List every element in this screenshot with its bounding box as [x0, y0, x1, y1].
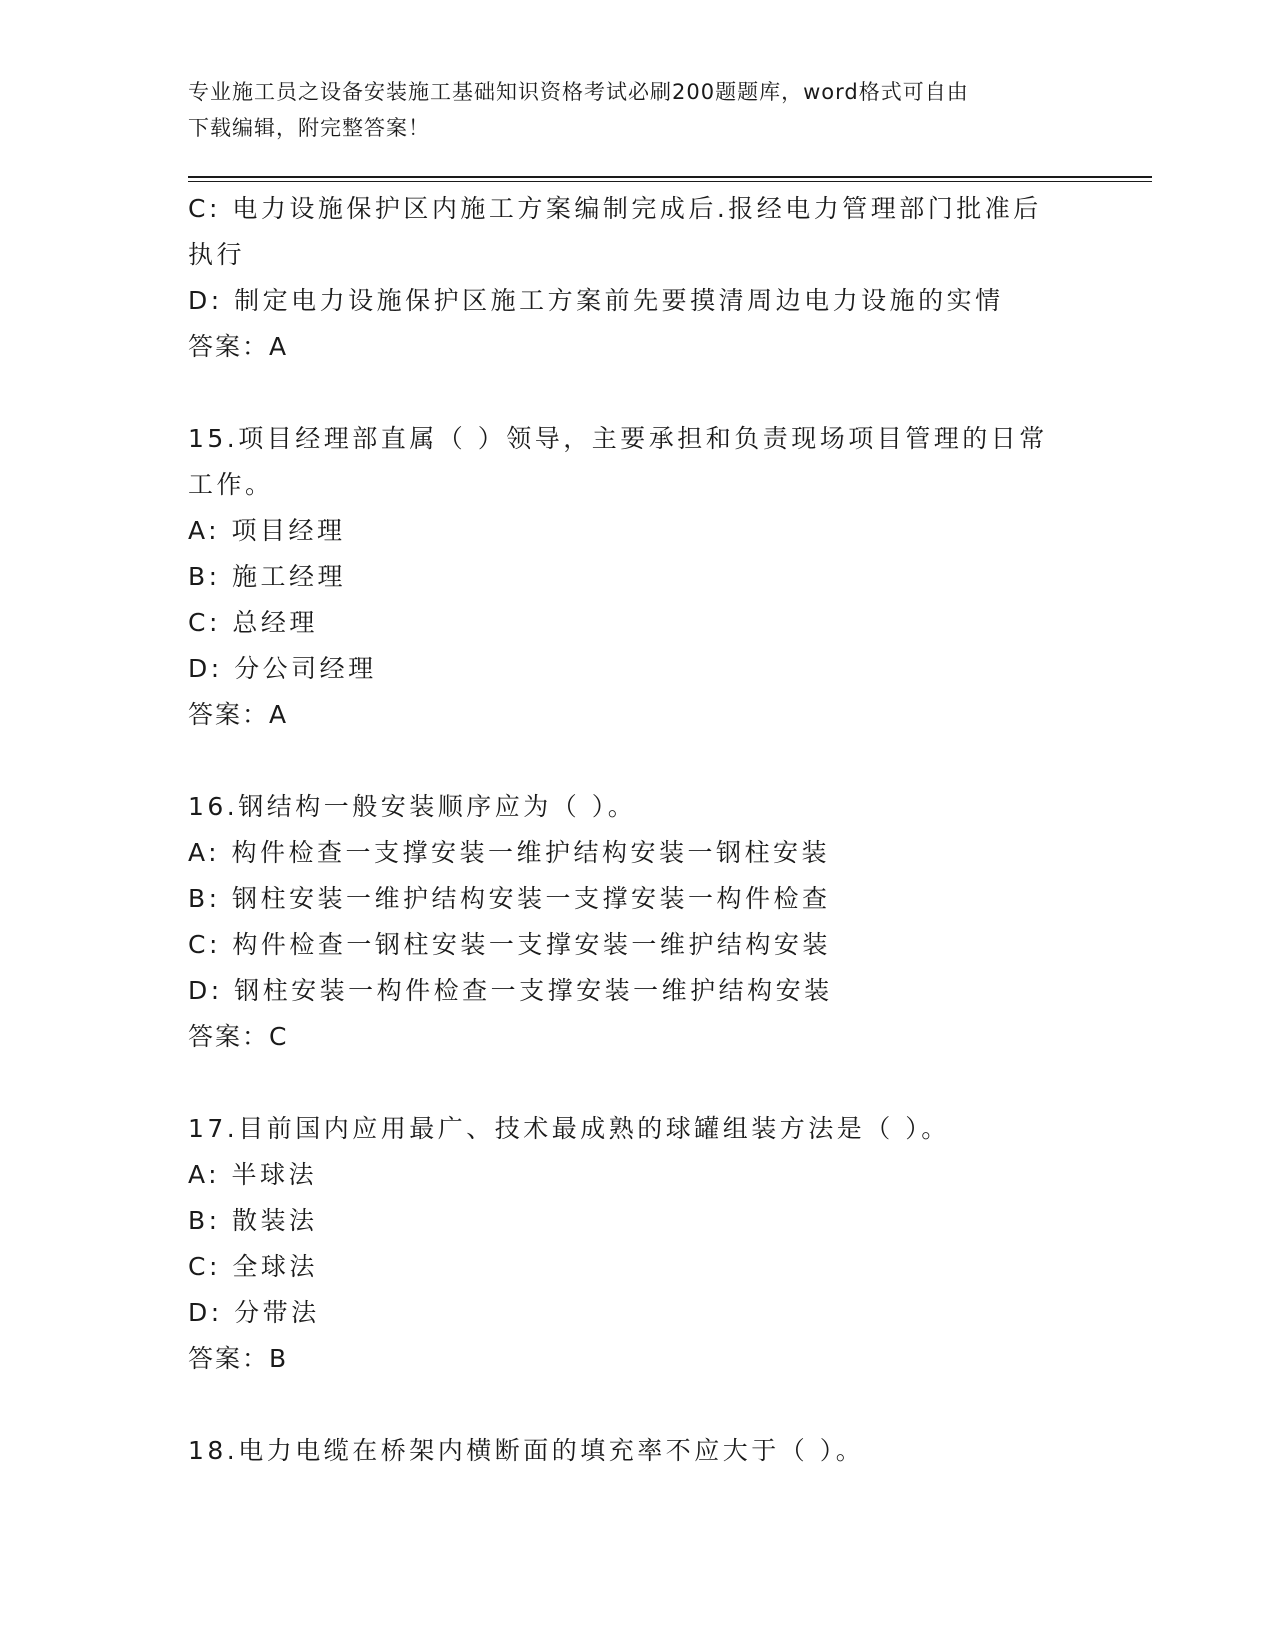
question-15-stem-line1: 15.项目经理部直属（ ）领导，主要承担和负责现场项目管理的日常 — [188, 424, 1048, 453]
header-line-1: 专业施工员之设备安装施工基础知识资格考试必刷200题题库，word格式可自由 — [188, 80, 969, 104]
question-15-option-c: C: 总经理 — [188, 608, 318, 637]
question-16-stem: 16.钢结构一般安装顺序应为（ ）。 — [188, 792, 637, 821]
question-17-option-b: B: 散装法 — [188, 1206, 318, 1235]
spacer — [188, 1382, 1088, 1428]
question-16-option-d: D: 钢柱安装一构件检查一支撑安装一维护结构安装 — [188, 976, 833, 1005]
spacer — [188, 738, 1088, 784]
question-17-option-a: A: 半球法 — [188, 1160, 318, 1189]
question-16-option-c: C: 构件检查一钢柱安装一支撑安装一维护结构安装 — [188, 930, 831, 959]
question-15-stem-line2: 工作。 — [188, 470, 274, 499]
prev-option-c-line1: C: 电力设施保护区内施工方案编制完成后.报经电力管理部门批准后 — [188, 194, 1042, 223]
header-line-2: 下载编辑，附完整答案！ — [188, 116, 430, 140]
question-17-option-c: C: 全球法 — [188, 1252, 318, 1281]
question-15-option-a: A: 项目经理 — [188, 516, 346, 545]
question-16-option-b: B: 钢柱安装一维护结构安装一支撑安装一构件检查 — [188, 884, 831, 913]
prev-option-d: D: 制定电力设施保护区施工方案前先要摸清周边电力设施的实情 — [188, 286, 1004, 315]
question-content — [188, 186, 1088, 1474]
header-divider-thin — [188, 181, 1152, 182]
question-15-option-d: D: 分公司经理 — [188, 654, 377, 683]
question-17 — [188, 1106, 1088, 1382]
question-16-answer: 答案：C — [188, 1022, 289, 1051]
question-18-stem: 18.电力电缆在桥架内横断面的填充率不应大于（ ）。 — [188, 1436, 865, 1465]
header-divider-thick — [188, 176, 1152, 178]
question-18 — [188, 1428, 1088, 1474]
question-17-option-d: D: 分带法 — [188, 1298, 320, 1327]
document-header — [188, 74, 1068, 146]
question-16-option-a: A: 构件检查一支撑安装一维护结构安装一钢柱安装 — [188, 838, 831, 867]
question-17-stem: 17.目前国内应用最广、技术最成熟的球罐组装方法是（ ）。 — [188, 1114, 950, 1143]
question-15-answer: 答案：A — [188, 700, 289, 729]
prev-answer: 答案：A — [188, 332, 289, 361]
spacer — [188, 370, 1088, 416]
prev-option-c-line2: 执行 — [188, 240, 246, 269]
question-15 — [188, 416, 1088, 738]
prev-question-block — [188, 186, 1088, 370]
question-16 — [188, 784, 1088, 1060]
question-17-answer: 答案：B — [188, 1344, 289, 1373]
question-15-option-b: B: 施工经理 — [188, 562, 347, 591]
spacer — [188, 1060, 1088, 1106]
